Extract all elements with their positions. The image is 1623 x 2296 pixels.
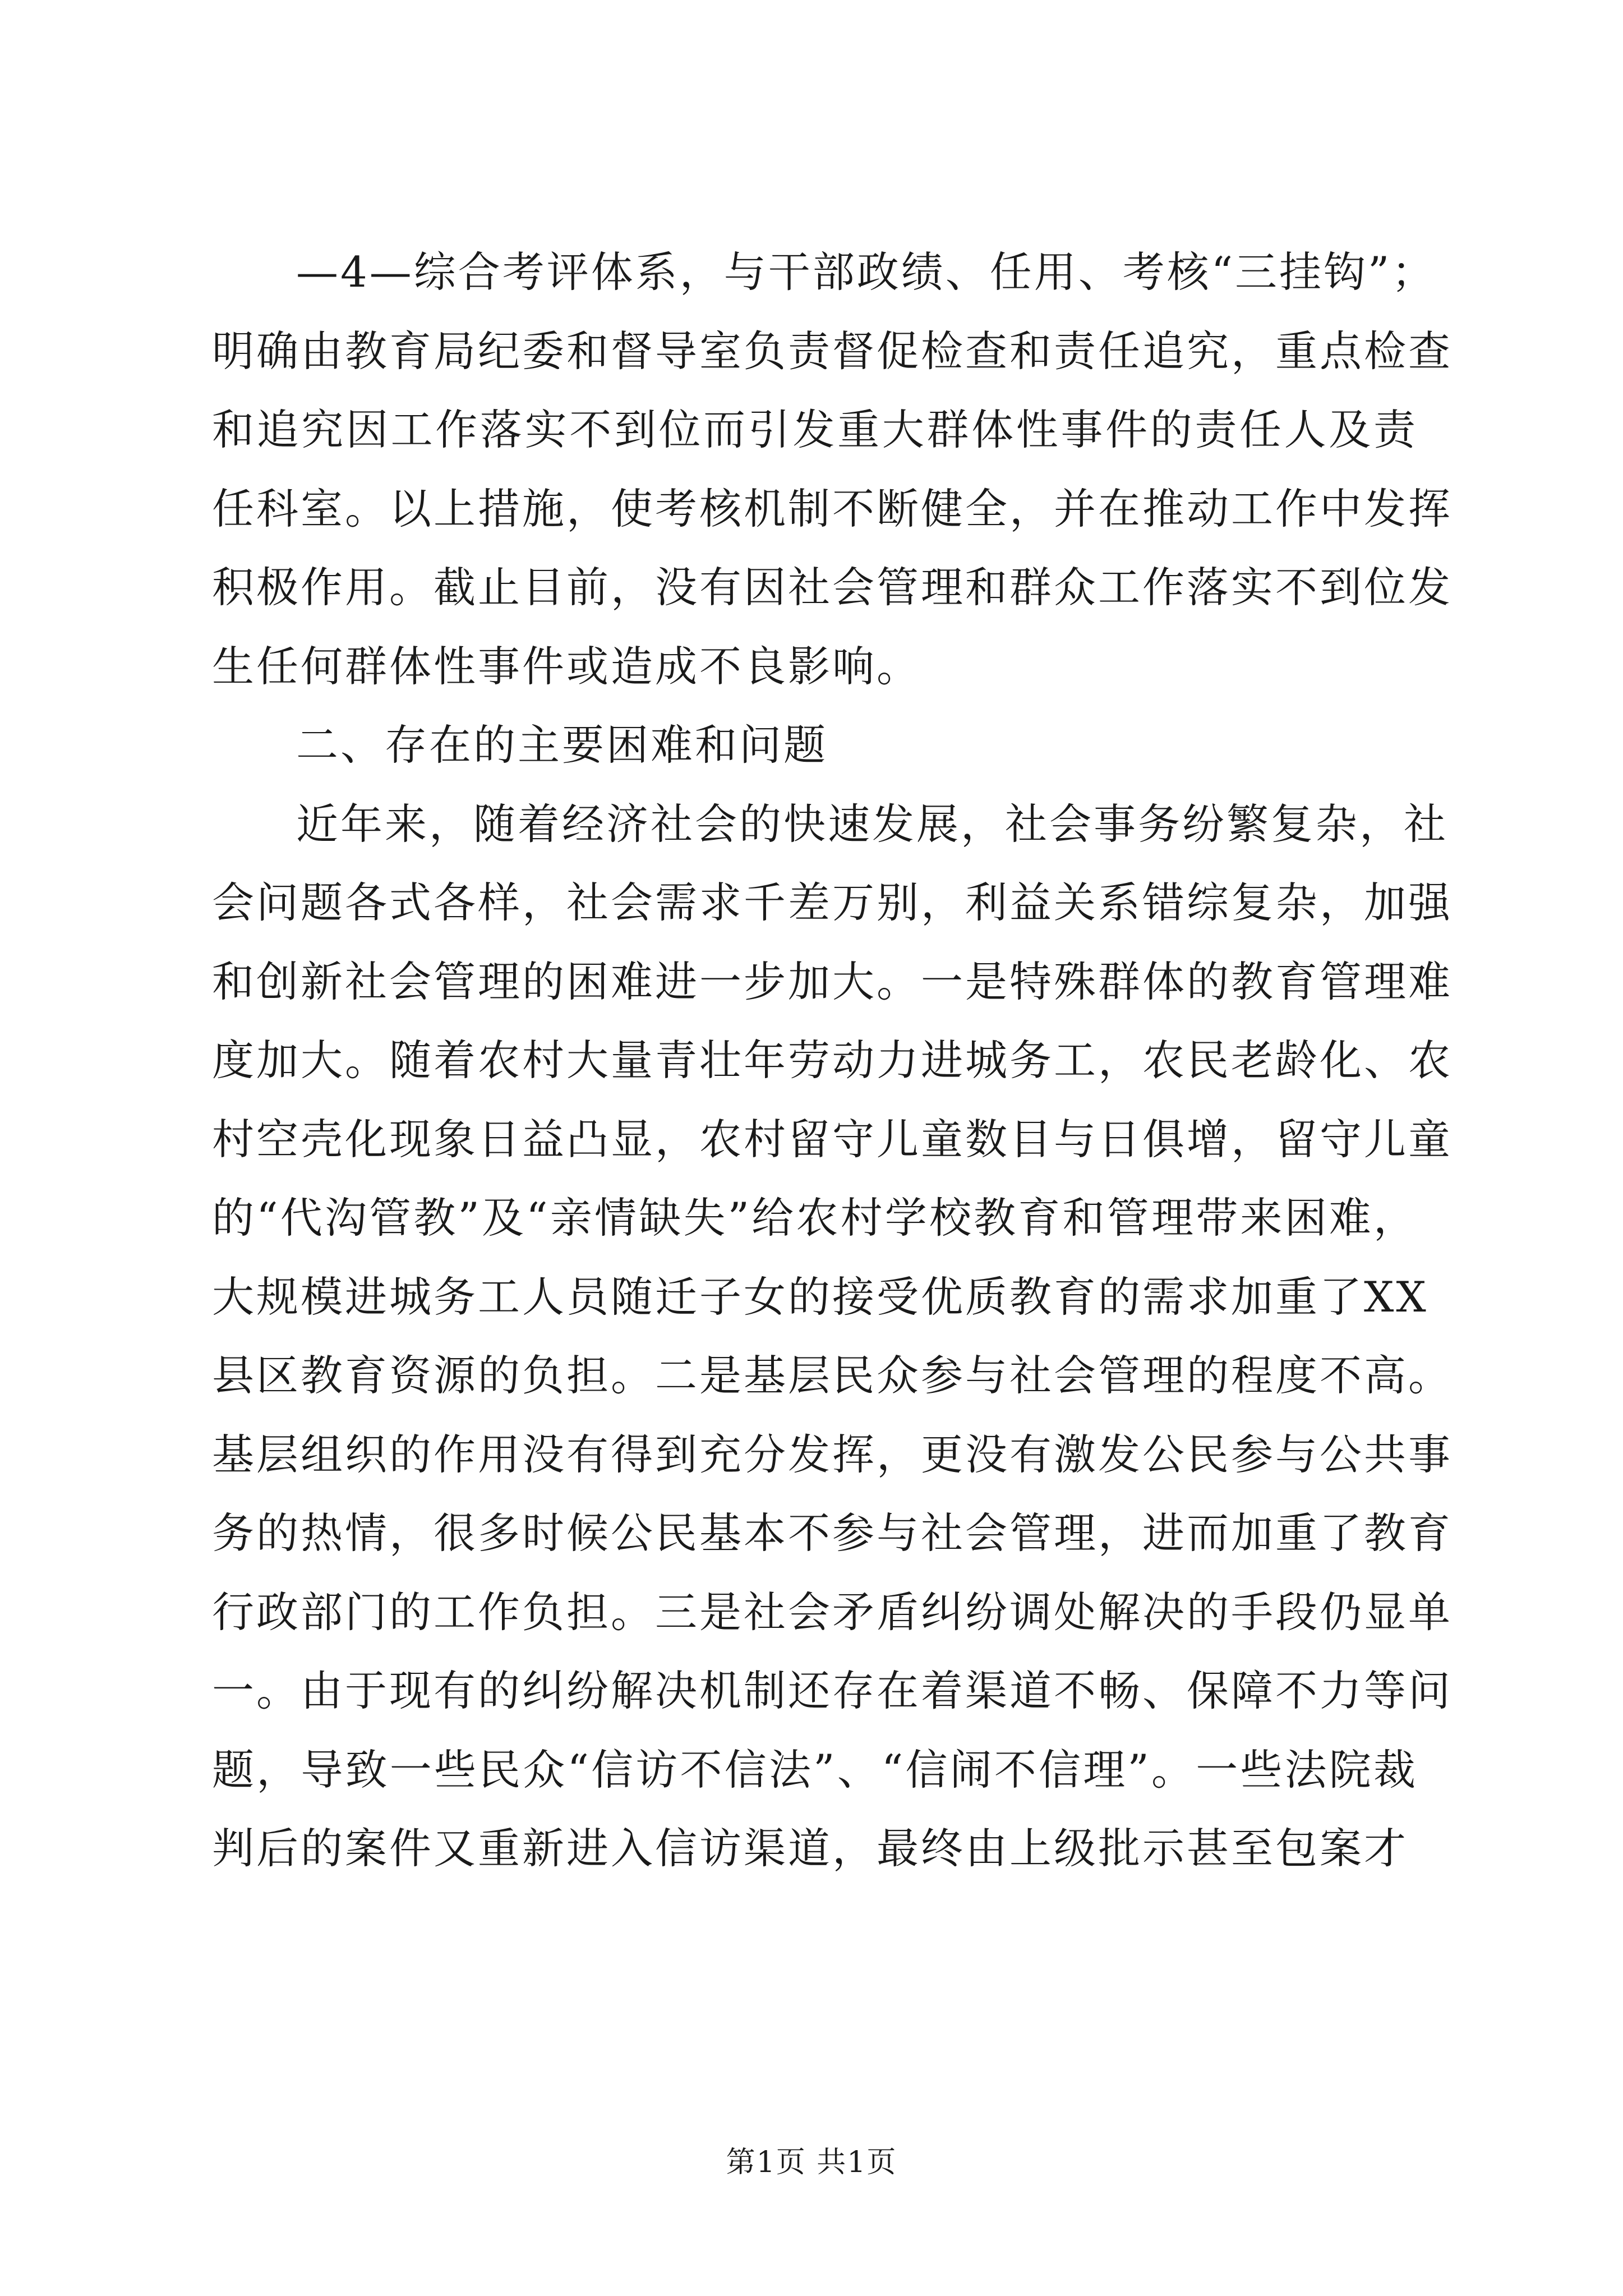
paragraph-line: 会问题各式各样，社会需求千差万别，利益关系错综复杂，加强 xyxy=(212,878,1453,927)
paragraph-line: 务的热情，很多时候公民基本不参与社会管理，进而加重了教育 xyxy=(212,1508,1453,1558)
paragraph-line: —4—综合考评体系，与干部政绩、任用、考核“三挂钩”； xyxy=(296,247,1436,297)
paragraph-line: 明确由教育局纪委和督导室负责督促检查和责任追究，重点检查 xyxy=(212,326,1453,376)
paragraph-line: 题，导致一些民众“信访不信法”、“信闹不信理”。一些法院裁 xyxy=(212,1745,1418,1795)
paragraph-line: 判后的案件又重新进入信访渠道，最终由上级批示甚至包案才 xyxy=(212,1824,1409,1873)
page-number-footer: 第1页 共1页 xyxy=(726,2146,897,2179)
paragraph-line: 度加大。随着农村大量青壮年劳动力进城务工，农民老龄化、农 xyxy=(212,1036,1453,1085)
paragraph-line: 生任何群体性事件或造成不良影响。 xyxy=(212,641,921,691)
paragraph-line: 一。由于现有的纠纷解决机制还存在着渠道不畅、保障不力等问 xyxy=(212,1666,1453,1715)
paragraph-line: 的“代沟管教”及“亲情缺失”给农村学校教育和管理带来困难， xyxy=(212,1193,1418,1243)
paragraph-line: 县区教育资源的负担。二是基层民众参与社会管理的程度不高。 xyxy=(212,1351,1453,1400)
paragraph-line: 村空壳化现象日益凸显，农村留守儿童数目与日俱增，留守儿童 xyxy=(212,1114,1453,1164)
paragraph-line: 大规模进城务工人员随迁子女的接受优质教育的需求加重了XX xyxy=(212,1272,1428,1322)
paragraph-line: 任科室。以上措施，使考核机制不断健全，并在推动工作中发挥 xyxy=(212,484,1453,533)
section-heading: 二、存在的主要困难和问题 xyxy=(296,720,828,770)
document-body xyxy=(212,233,1453,1888)
paragraph-line: 和追究因工作落实不到位而引发重大群体性事件的责任人及责 xyxy=(212,405,1418,454)
paragraph-line: 和创新社会管理的困难进一步加大。一是特殊群体的教育管理难 xyxy=(212,956,1453,1006)
paragraph-line: 近年来，随着经济社会的快速发展，社会事务纷繁复杂，社 xyxy=(296,799,1449,849)
paragraph-line: 基层组织的作用没有得到充分发挥，更没有激发公民参与公共事 xyxy=(212,1429,1453,1479)
paragraph-line: 行政部门的工作负担。三是社会矛盾纠纷调处解决的手段仍显单 xyxy=(212,1587,1453,1637)
paragraph-line: 积极作用。截止目前，没有因社会管理和群众工作落实不到位发 xyxy=(212,563,1453,612)
